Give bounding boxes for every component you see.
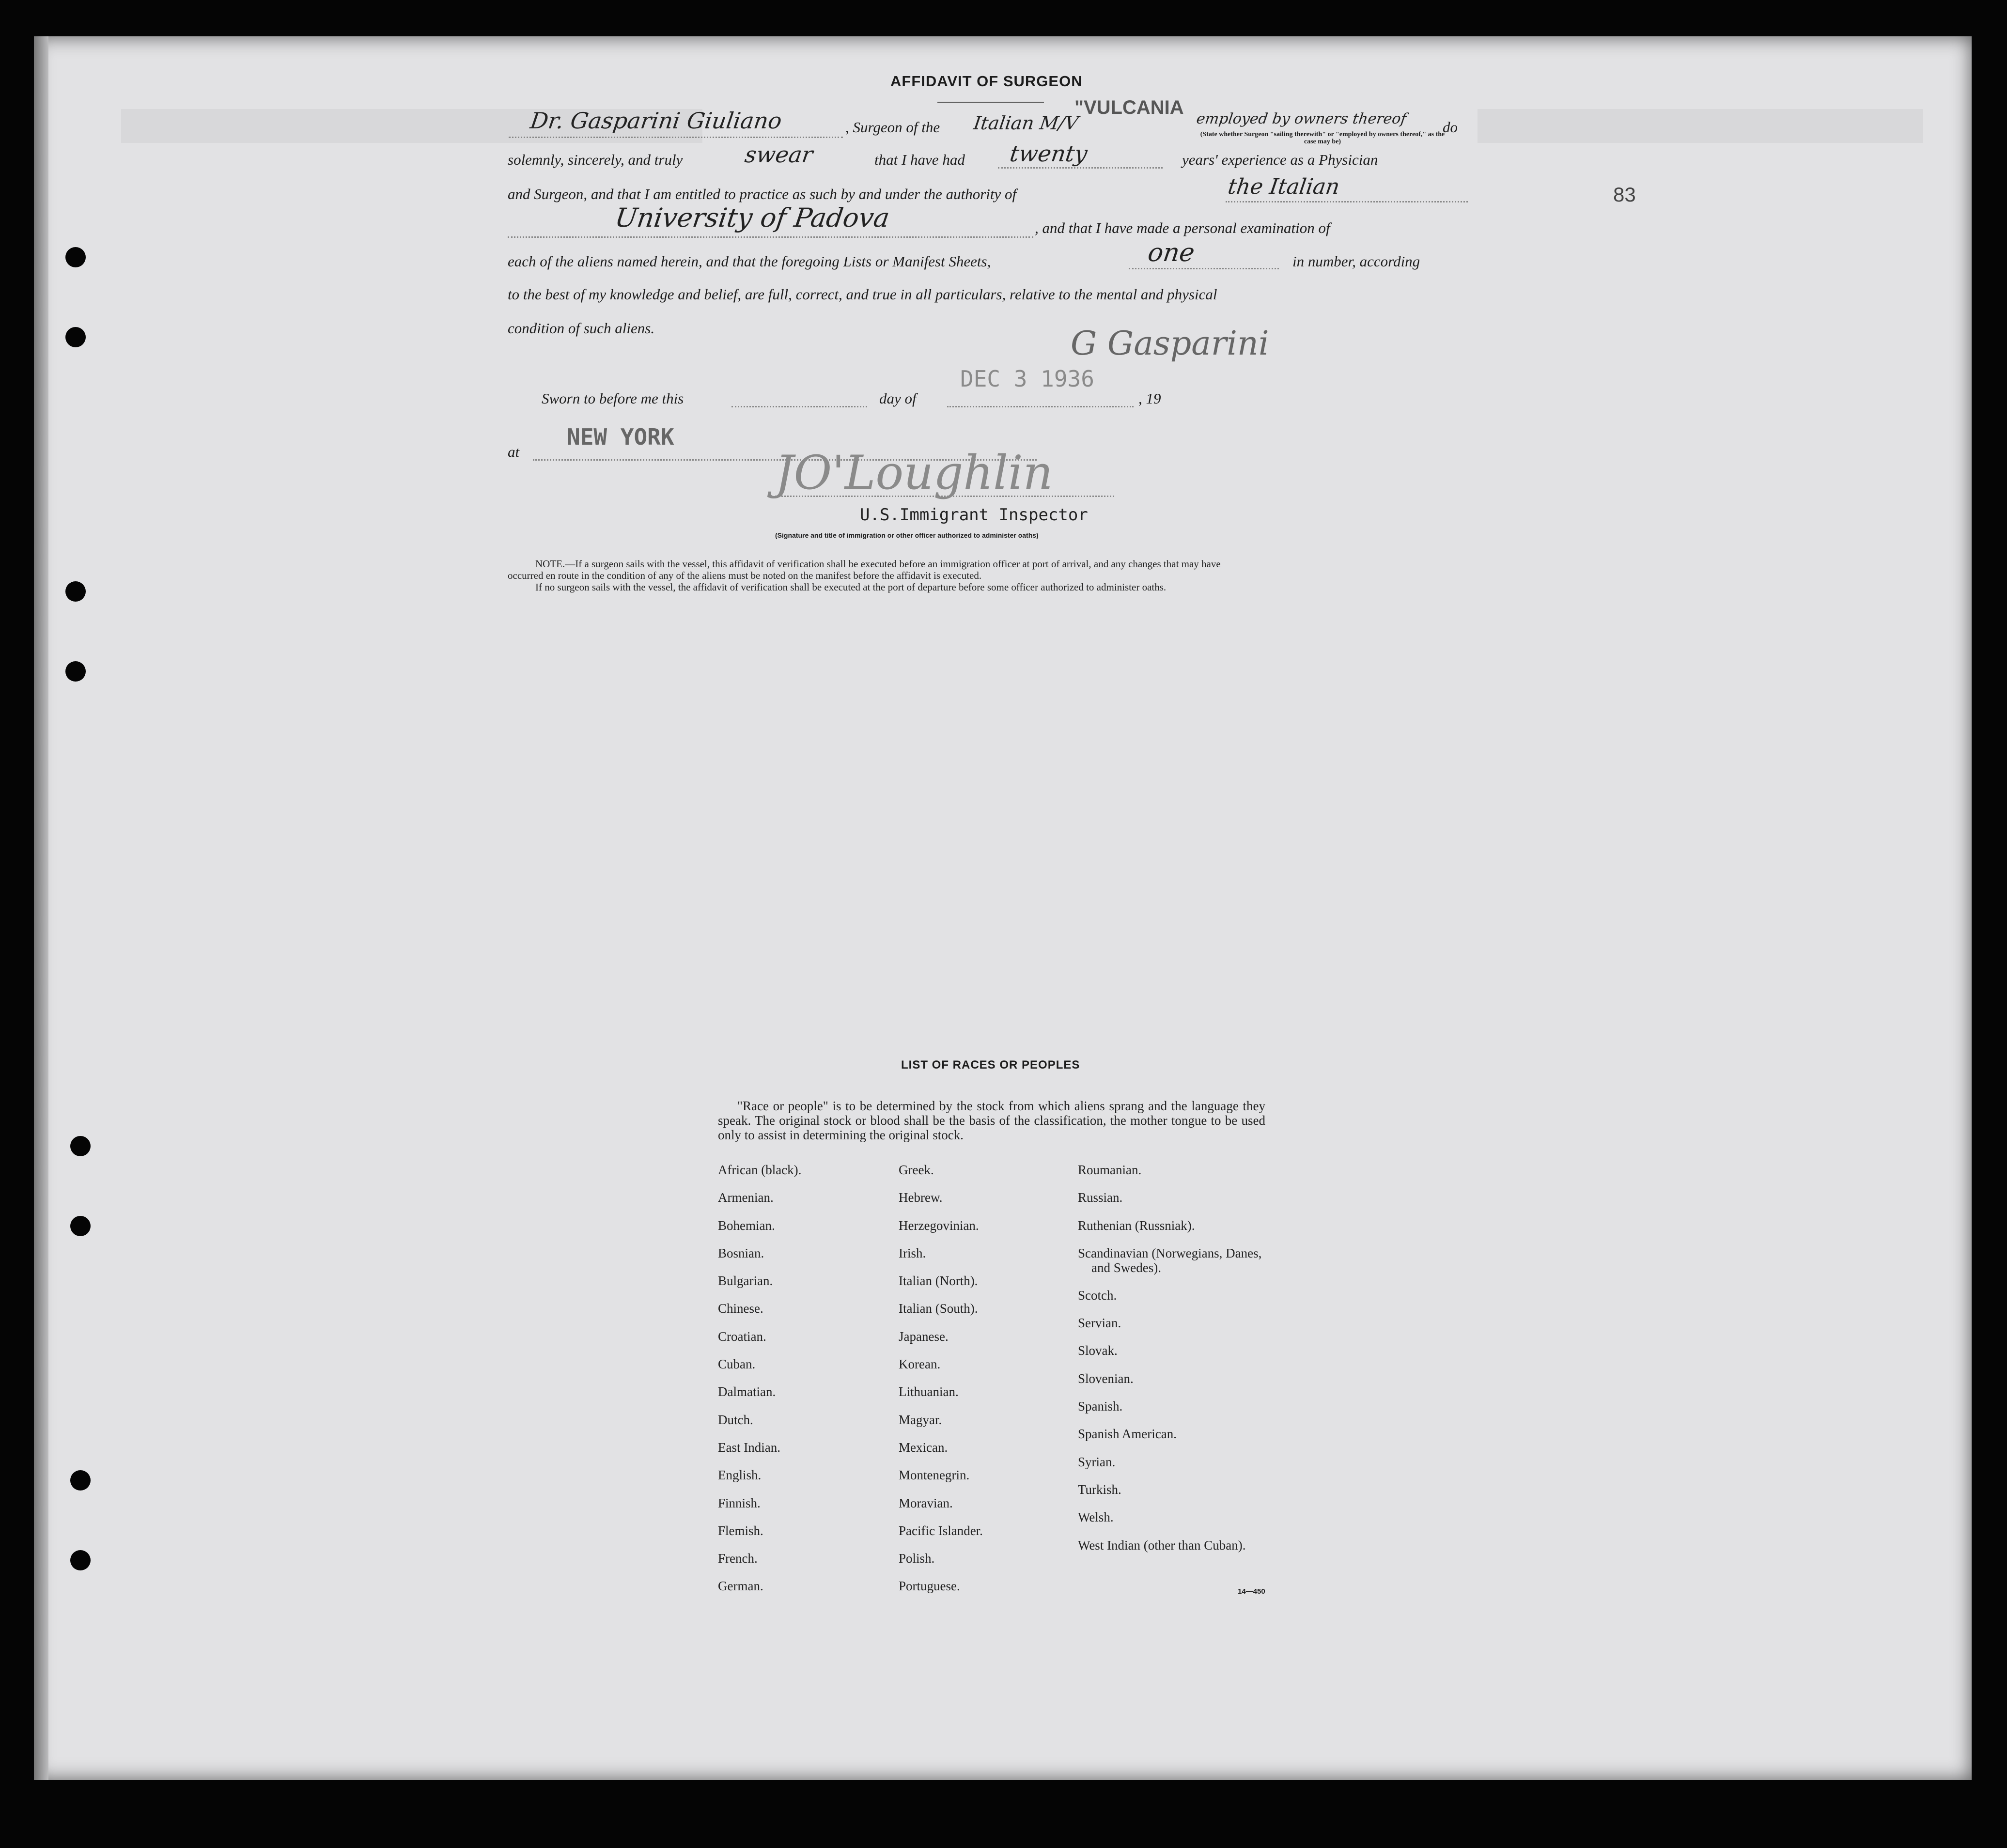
at-label: at	[508, 443, 520, 460]
race-item: Greek.	[899, 1163, 934, 1177]
race-item: Dalmatian.	[718, 1384, 776, 1399]
inspector-title-stamp: U.S.Immigrant Inspector	[860, 505, 1088, 525]
race-item: Cuban.	[718, 1357, 756, 1372]
race-item: Herzegovinian.	[899, 1218, 979, 1233]
best-knowledge-label: to the best of my knowledge and belief, are full, correct, and true in all particulars, relative to the mental and physical	[508, 286, 1217, 303]
race-item: Syrian.	[1078, 1454, 1116, 1469]
sheets-handwritten: one	[1146, 238, 1197, 267]
form-number: 14—450	[1238, 1587, 1265, 1596]
race-item: Spanish American.	[1078, 1427, 1177, 1442]
race-item: Polish.	[899, 1551, 935, 1566]
year-label: , 19	[1138, 390, 1161, 407]
place-stamp: NEW YORK	[567, 424, 674, 450]
dotted-line	[947, 406, 1134, 407]
race-item: Servian.	[1078, 1316, 1121, 1331]
solemnly-label: solemnly, sincerely, and truly	[508, 151, 683, 168]
race-item: African (black).	[718, 1163, 802, 1177]
page-number: 83	[1613, 183, 1636, 206]
binder-hole	[65, 581, 86, 602]
years-experience-label: years' experience as a Physician	[1182, 151, 1378, 168]
race-item: Pacific Islander.	[899, 1523, 983, 1538]
races-intro: "Race or people" is to be determined by the stock from which aliens sprang and the language they speak. The original stock or blood shall be the basis of the classification, the mother tongue to be used only to assist in determining the original stock.	[718, 1099, 1265, 1142]
race-item: Welsh.	[1078, 1510, 1114, 1525]
binder-hole	[70, 1470, 91, 1491]
in-number-label: in number, according	[1292, 253, 1420, 270]
examination-label: , and that I have made a personal examination of	[1035, 219, 1330, 236]
race-item: Portuguese.	[899, 1579, 960, 1594]
bleed-through-shadow	[1478, 109, 1923, 143]
race-item: Slovenian.	[1078, 1371, 1134, 1386]
date-stamp: DEC 3 1936	[960, 366, 1094, 392]
race-item: Irish.	[899, 1245, 926, 1260]
race-item: East Indian.	[718, 1440, 780, 1455]
race-item: Scandinavian (Norwegians, Danes, and Swedes).	[1078, 1245, 1262, 1275]
race-item: Korean.	[899, 1357, 941, 1372]
swear-handwritten: swear	[743, 141, 815, 168]
note-line-1: NOTE.—If a surgeon sails with the vessel, this affidavit of verification shall be executed before an immigration officer at port of arrival, and any changes that may have	[535, 558, 1221, 570]
dotted-line	[509, 137, 843, 138]
dotted-line	[775, 496, 1114, 497]
race-item: Dutch.	[718, 1412, 753, 1427]
do-label: do	[1443, 119, 1458, 136]
race-item: Roumanian.	[1078, 1163, 1142, 1177]
race-item: Finnish.	[718, 1495, 761, 1510]
surgeon-authority-line: and Surgeon, and that I am entitled to practice as such by and under the authority of	[508, 186, 1017, 202]
binder-hole	[70, 1216, 91, 1236]
binder-hole	[70, 1136, 91, 1156]
inspector-signature: JO'Loughlin	[775, 446, 1053, 500]
race-item: French.	[718, 1551, 758, 1566]
race-item: Italian (North).	[899, 1273, 978, 1289]
vessel-handwritten: Italian M/V	[972, 112, 1080, 134]
race-item: West Indian (other than Cuban).	[1078, 1537, 1246, 1553]
race-item: Bohemian.	[718, 1218, 775, 1233]
surgeon-of-label: , Surgeon of the	[845, 119, 940, 136]
have-had-label: that I have had	[874, 151, 965, 168]
race-item: Hebrew.	[899, 1190, 943, 1205]
note-line-3: If no surgeon sails with the vessel, the affidavit of verification shall be executed at the port of departure before some officer authorized to administer oaths.	[535, 581, 1167, 593]
race-column-2	[899, 1163, 1063, 1607]
inspector-caption: (Signature and title of immigration or other officer authorized to administer oaths)	[775, 531, 1039, 539]
binder-hole	[65, 247, 86, 267]
binder-hole	[65, 661, 86, 682]
note-line-2: occurred en route in the condition of any of the aliens must be noted on the manifest before the affidavit is executed.	[508, 570, 982, 581]
binder-hole	[70, 1550, 91, 1570]
university-handwritten: University of Padova	[613, 202, 892, 233]
vessel-name-stamp: "VULCANIA	[1074, 97, 1184, 118]
race-item: Flemish.	[718, 1523, 763, 1538]
race-item: Russian.	[1078, 1190, 1123, 1205]
race-item: Magyar.	[899, 1412, 942, 1427]
dotted-line	[508, 236, 1033, 238]
years-handwritten: twenty	[1008, 140, 1089, 167]
dotted-line	[731, 406, 867, 407]
surgeon-name-handwritten: Dr. Gasparini Giuliano	[529, 108, 784, 134]
race-item: Mexican.	[899, 1440, 948, 1455]
employment-handwritten: employed by owners thereof	[1195, 110, 1408, 127]
race-item: Scotch.	[1078, 1288, 1117, 1303]
race-item: Lithuanian.	[899, 1384, 959, 1399]
race-item: Chinese.	[718, 1301, 763, 1316]
race-item: Spanish.	[1078, 1399, 1123, 1414]
race-item: Bulgarian.	[718, 1273, 773, 1289]
race-column-3	[1078, 1163, 1272, 1567]
race-item: Japanese.	[899, 1329, 949, 1344]
authority-handwritten: the Italian	[1226, 174, 1341, 199]
state-whether-note: (State whether Surgeon "sailing therewith" or "employed by owners thereof," as the case may be)	[1200, 131, 1445, 145]
race-column-1	[718, 1163, 883, 1607]
binder-hole	[65, 327, 86, 347]
dotted-line	[1129, 268, 1279, 269]
race-item: Italian (South).	[899, 1301, 978, 1316]
race-item: English.	[718, 1468, 762, 1483]
affidavit-heading: AFFIDAVIT OF SURGEON	[890, 73, 1083, 90]
surgeon-signature: G Gasparini	[1071, 325, 1269, 363]
race-item: Montenegrin.	[899, 1468, 970, 1483]
race-item: Slovak.	[1078, 1343, 1118, 1358]
dotted-line	[1226, 201, 1468, 202]
day-of-label: day of	[879, 390, 917, 407]
dotted-line	[998, 167, 1163, 169]
each-alien-label: each of the aliens named herein, and that the foregoing Lists or Manifest Sheets,	[508, 253, 991, 270]
races-heading: LIST OF RACES OR PEOPLES	[901, 1058, 1080, 1072]
race-item: Moravian.	[899, 1495, 953, 1510]
race-item: Turkish.	[1078, 1482, 1121, 1497]
race-item: Croatian.	[718, 1329, 766, 1344]
race-item: Ruthenian (Russniak).	[1078, 1218, 1195, 1233]
heading-underline	[937, 102, 1044, 103]
sworn-label: Sworn to before me this	[542, 390, 684, 407]
race-item: German.	[718, 1579, 763, 1594]
condition-label: condition of such aliens.	[508, 320, 655, 337]
torn-left-edge	[34, 36, 48, 1780]
race-item: Armenian.	[718, 1190, 774, 1205]
race-item: Bosnian.	[718, 1245, 764, 1260]
